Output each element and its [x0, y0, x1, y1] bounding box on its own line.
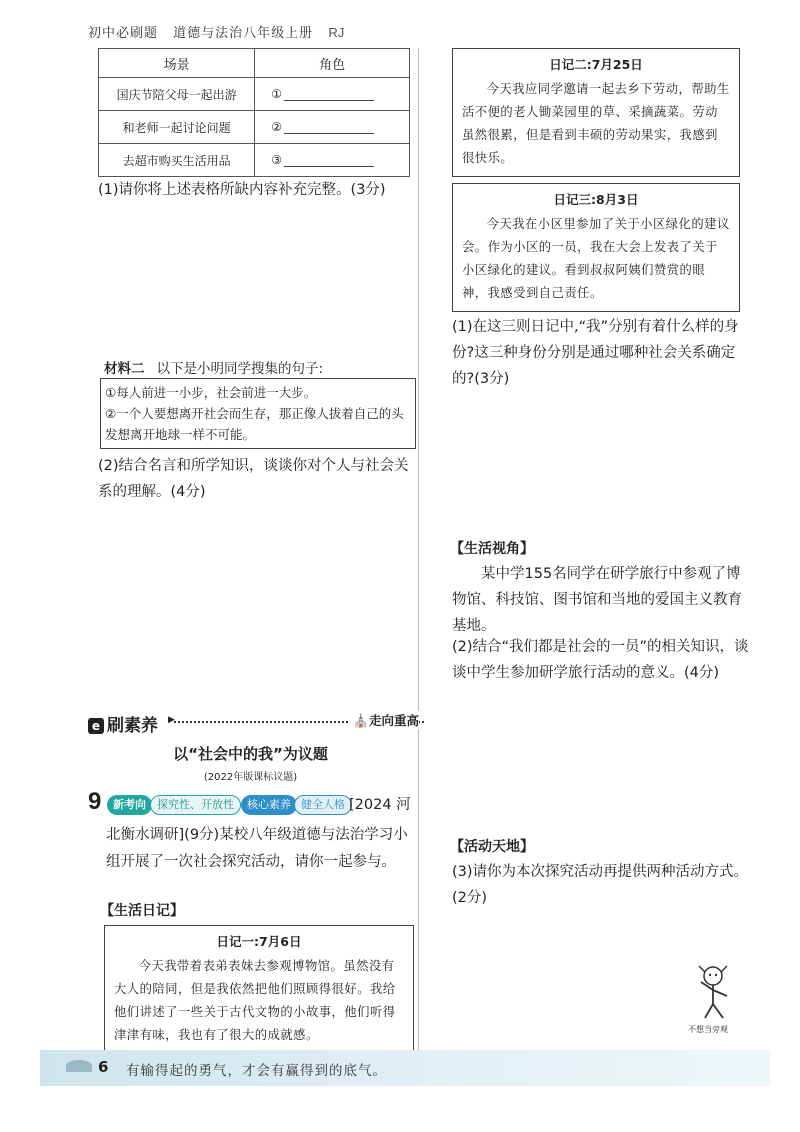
- scene-cell: 去超市购买生活用品: [99, 144, 255, 177]
- role-marker: ②: [271, 120, 283, 134]
- quote-item: ②一个人要想离开社会而生存，那正像人拔着自己的头发想离开地球一样不可能。: [105, 406, 404, 442]
- answer-blank[interactable]: [284, 154, 374, 167]
- life-view-label: 【生活视角】: [450, 541, 534, 557]
- footer-slogan: 有输得起的勇气，才会有赢得到的底气。: [126, 1063, 387, 1079]
- scene-cell: 国庆节陪父母一起出游: [99, 78, 255, 111]
- life-diary-label: 【生活日记】: [100, 903, 184, 919]
- role-cell[interactable]: [255, 78, 410, 111]
- column-divider: [418, 48, 419, 1053]
- arrow-icon: ▶: [168, 715, 175, 725]
- material-intro: 以下是小明同学搜集的句子:: [156, 361, 324, 377]
- series-title: 初中必刷题: [88, 26, 159, 41]
- question-3-right: (3)请你为本次探究活动再提供两种活动方式。(2分): [452, 864, 749, 906]
- runner-icon: [66, 1060, 92, 1072]
- building-icon: ⛪: [353, 713, 369, 728]
- section-logo: [88, 711, 158, 736]
- question-2-right: (2)结合“我们都是社会的一员”的相关知识，谈谈中学生参加研学旅行活动的意义。(4分): [452, 639, 749, 681]
- logo-badge: e: [88, 718, 104, 734]
- section-right-text: 走向重高: [368, 713, 419, 728]
- tag-core-literacy: 核心素养: [241, 795, 297, 815]
- diary-box-2: [452, 48, 740, 177]
- material-2-heading: [104, 357, 323, 377]
- diary-title: 日记一:7月6日: [216, 934, 302, 949]
- question-1-right: (1)在这三则日记中,“我”分别有着什么样的身份?这三种身份分别是通过哪种社会关系确定的?(3分): [452, 319, 739, 387]
- logo-text: 刷素养: [107, 716, 158, 736]
- edition-code: RJ: [328, 25, 345, 40]
- page-header: [88, 22, 354, 41]
- diary-title: 日记三:8月3日: [553, 192, 639, 207]
- page-number: 6: [98, 1058, 109, 1076]
- role-marker: ③: [271, 153, 283, 167]
- life-view-body: 某中学155名同学在研学旅行中参观了博物馆、科技馆、图书馆和当地的爱国主义教育基地。: [452, 566, 742, 634]
- role-cell[interactable]: [255, 111, 410, 144]
- quotes-box: [100, 378, 416, 449]
- question-1-left: (1)请你将上述表格所缺内容补充完整。(3分): [98, 182, 386, 198]
- answer-blank[interactable]: [284, 88, 374, 101]
- diary-title: 日记二:7月25日: [549, 57, 643, 72]
- mascot-caption: 不想当旁观: [688, 1025, 728, 1034]
- material-label: 材料二: [104, 361, 145, 377]
- question-2-left: (2)结合名言和所学知识，谈谈你对个人与社会关系的理解。(4分): [98, 458, 409, 500]
- tag-exploratory: 探究性、开放性: [150, 795, 241, 815]
- page-footer: [40, 1050, 770, 1086]
- column-header-scene: 场景: [99, 49, 255, 78]
- topic-subtitle: (2022年版课标议题): [203, 772, 298, 783]
- quote-item: ①每人前进一小步，社会前进一大步。: [105, 385, 317, 400]
- column-header-role: 角色: [255, 49, 410, 78]
- question-source-start: [2024 河: [349, 797, 411, 813]
- role-table: [98, 48, 410, 177]
- mascot-illustration: [683, 962, 743, 1022]
- scene-cell: 和老师一起讨论问题: [99, 111, 255, 144]
- diary-body: 今天我应同学邀请一起去乡下劳动，帮助生活不便的老人锄菜园里的草、采摘蔬菜。劳动虽然很累，但是看到丰硕的劳动果实，我感到很快乐。: [462, 82, 730, 165]
- role-cell[interactable]: [255, 144, 410, 177]
- table-row: [99, 78, 410, 111]
- diary-box-3: [452, 183, 740, 312]
- answer-blank[interactable]: [284, 121, 374, 134]
- tag-personality: 健全人格: [294, 795, 352, 815]
- topic-title: 以“社会中的我”为议题: [173, 745, 328, 763]
- question-number: 9: [88, 788, 102, 815]
- diary-body: 今天我在小区里参加了关于小区绿化的建议会。作为小区的一员，我在大会上发表了关于小区绿化的建议。看到叔叔阿姨们赞赏的眼神，我感受到自己责任。: [462, 217, 730, 300]
- table-row: [99, 111, 410, 144]
- tag-new-direction: 新考向: [107, 795, 152, 815]
- table-header-row: [99, 49, 410, 78]
- role-marker: ①: [271, 87, 283, 101]
- question-9-text: 北衡水调研](9分)某校八年级道德与法治学习小组开展了一次社会探究活动，请你一起参与。: [106, 827, 408, 870]
- section-bar: [88, 711, 419, 736]
- activity-label: 【活动天地】: [450, 839, 534, 855]
- table-row: [99, 144, 410, 177]
- section-right-label: [349, 711, 419, 729]
- diary-body: 今天我带着表弟表妹去参观博物馆。虽然没有大人的陪同，但是我依然把他们照顾得很好。我给他们讲述了一些关于古代文物的小故事，他们听得津津有味，我也有了很大的成就感。: [114, 959, 396, 1042]
- diary-box-1: [104, 925, 414, 1054]
- book-title: 道德与法治八年级上册: [173, 26, 314, 41]
